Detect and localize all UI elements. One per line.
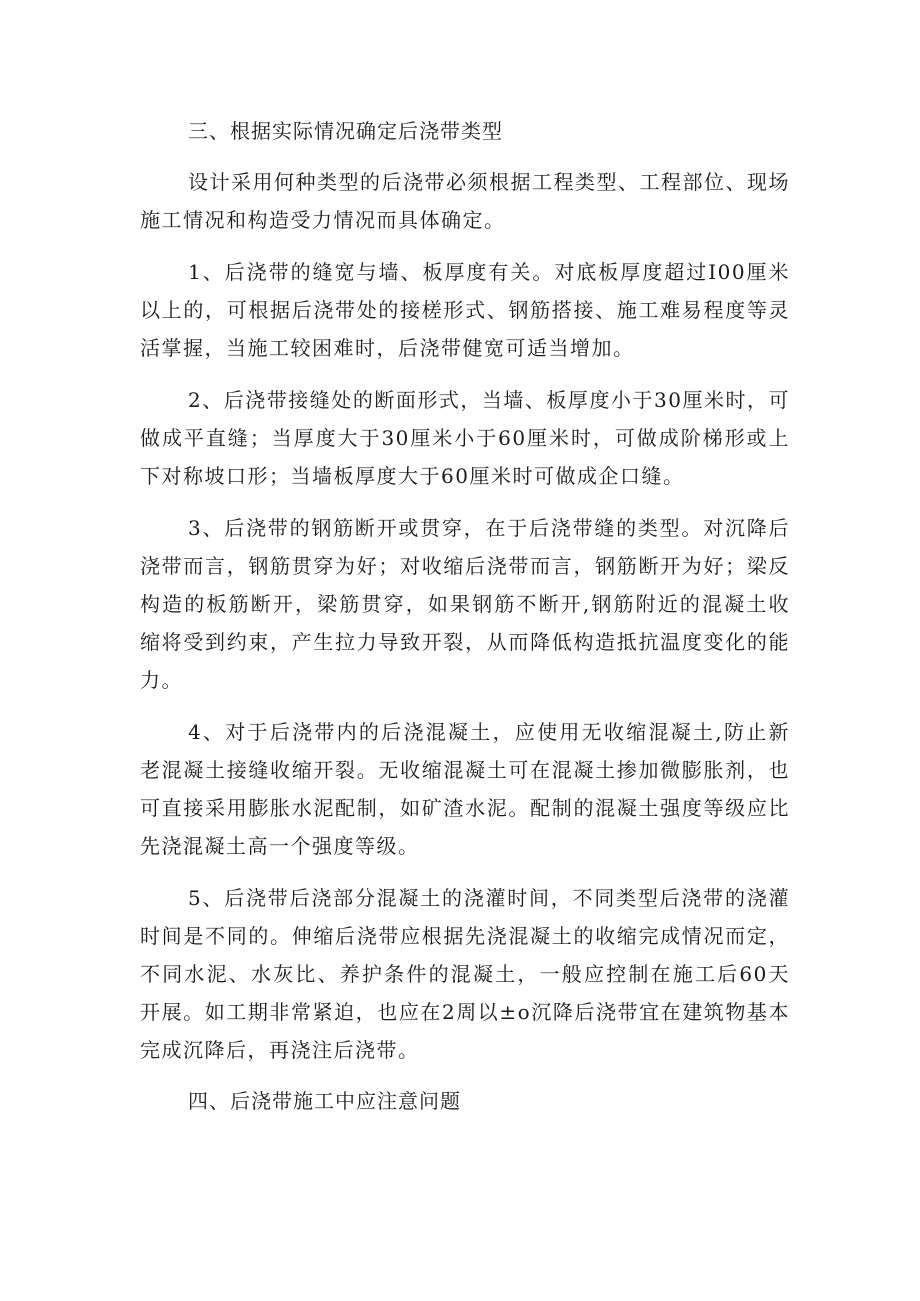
paragraph-item-5: 5、后浇带后浇部分混凝土的浇灌时间，不同类型后浇带的浇灌时间是不同的。伸缩后浇带应根据先浇混凝土的收缩完成情况而定，不同水泥、水灰比、养护条件的混凝土，一般应控制在施工后60天开展。如工期非常紧迫，也应在2周以±o沉降后浇带宜在建筑物基本完成沉降后，再浇注后浇带。 (140, 886, 790, 1062)
paragraph-item-1: 1、后浇带的缝宽与墙、板厚度有关。对底板厚度超过I00厘米以上的，可根据后浇带处的接槎形式、钢筋搭接、施工难易程度等灵活掌握，当施工较困难时，后浇带健宽可适当增加。 (140, 260, 790, 360)
section-heading-3: 三、根据实际情况确定后浇带类型 (188, 119, 503, 143)
section-heading-4: 四、后浇带施工中应注意问题 (188, 1089, 461, 1113)
paragraph-item-2: 2、后浇带接缝处的断面形式，当墙、板厚度小于30厘米时，可做成平直缝；当厚度大于30厘米小于60厘米时，可做成阶梯形或上下对称坡口形；当墙板厚度大于60厘米时可做成企口缝。 (140, 388, 790, 488)
paragraph-intro: 设计采用何种类型的后浇带必须根据工程类型、工程部位、现场施工情况和构造受力情况而具体确定。 (140, 170, 790, 232)
paragraph-item-3: 3、后浇带的钢筋断开或贯穿，在于后浇带缝的类型。对沉降后浇带而言，钢筋贯穿为好；对收缩后浇带而言，钢筋断开为好；梁反构造的板筋断开，梁筋贯穿，如果钢筋不断开,钢筋附近的混凝土收缩将受到约束，产生拉力导致开裂，从而降低构造抵抗温度变化的能力。 (140, 516, 790, 692)
document-body (140, 113, 790, 1133)
paragraph-item-4: 4、对于后浇带内的后浇混凝土，应使用无收缩混凝土,防止新老混凝土接缝收缩开裂。无收缩混凝土可在混凝土掺加微膨胀剂，也可直接采用膨胀水泥配制，如矿渣水泥。配制的混凝土强度等级应比先浇混凝土高一个强度等级。 (140, 720, 790, 858)
